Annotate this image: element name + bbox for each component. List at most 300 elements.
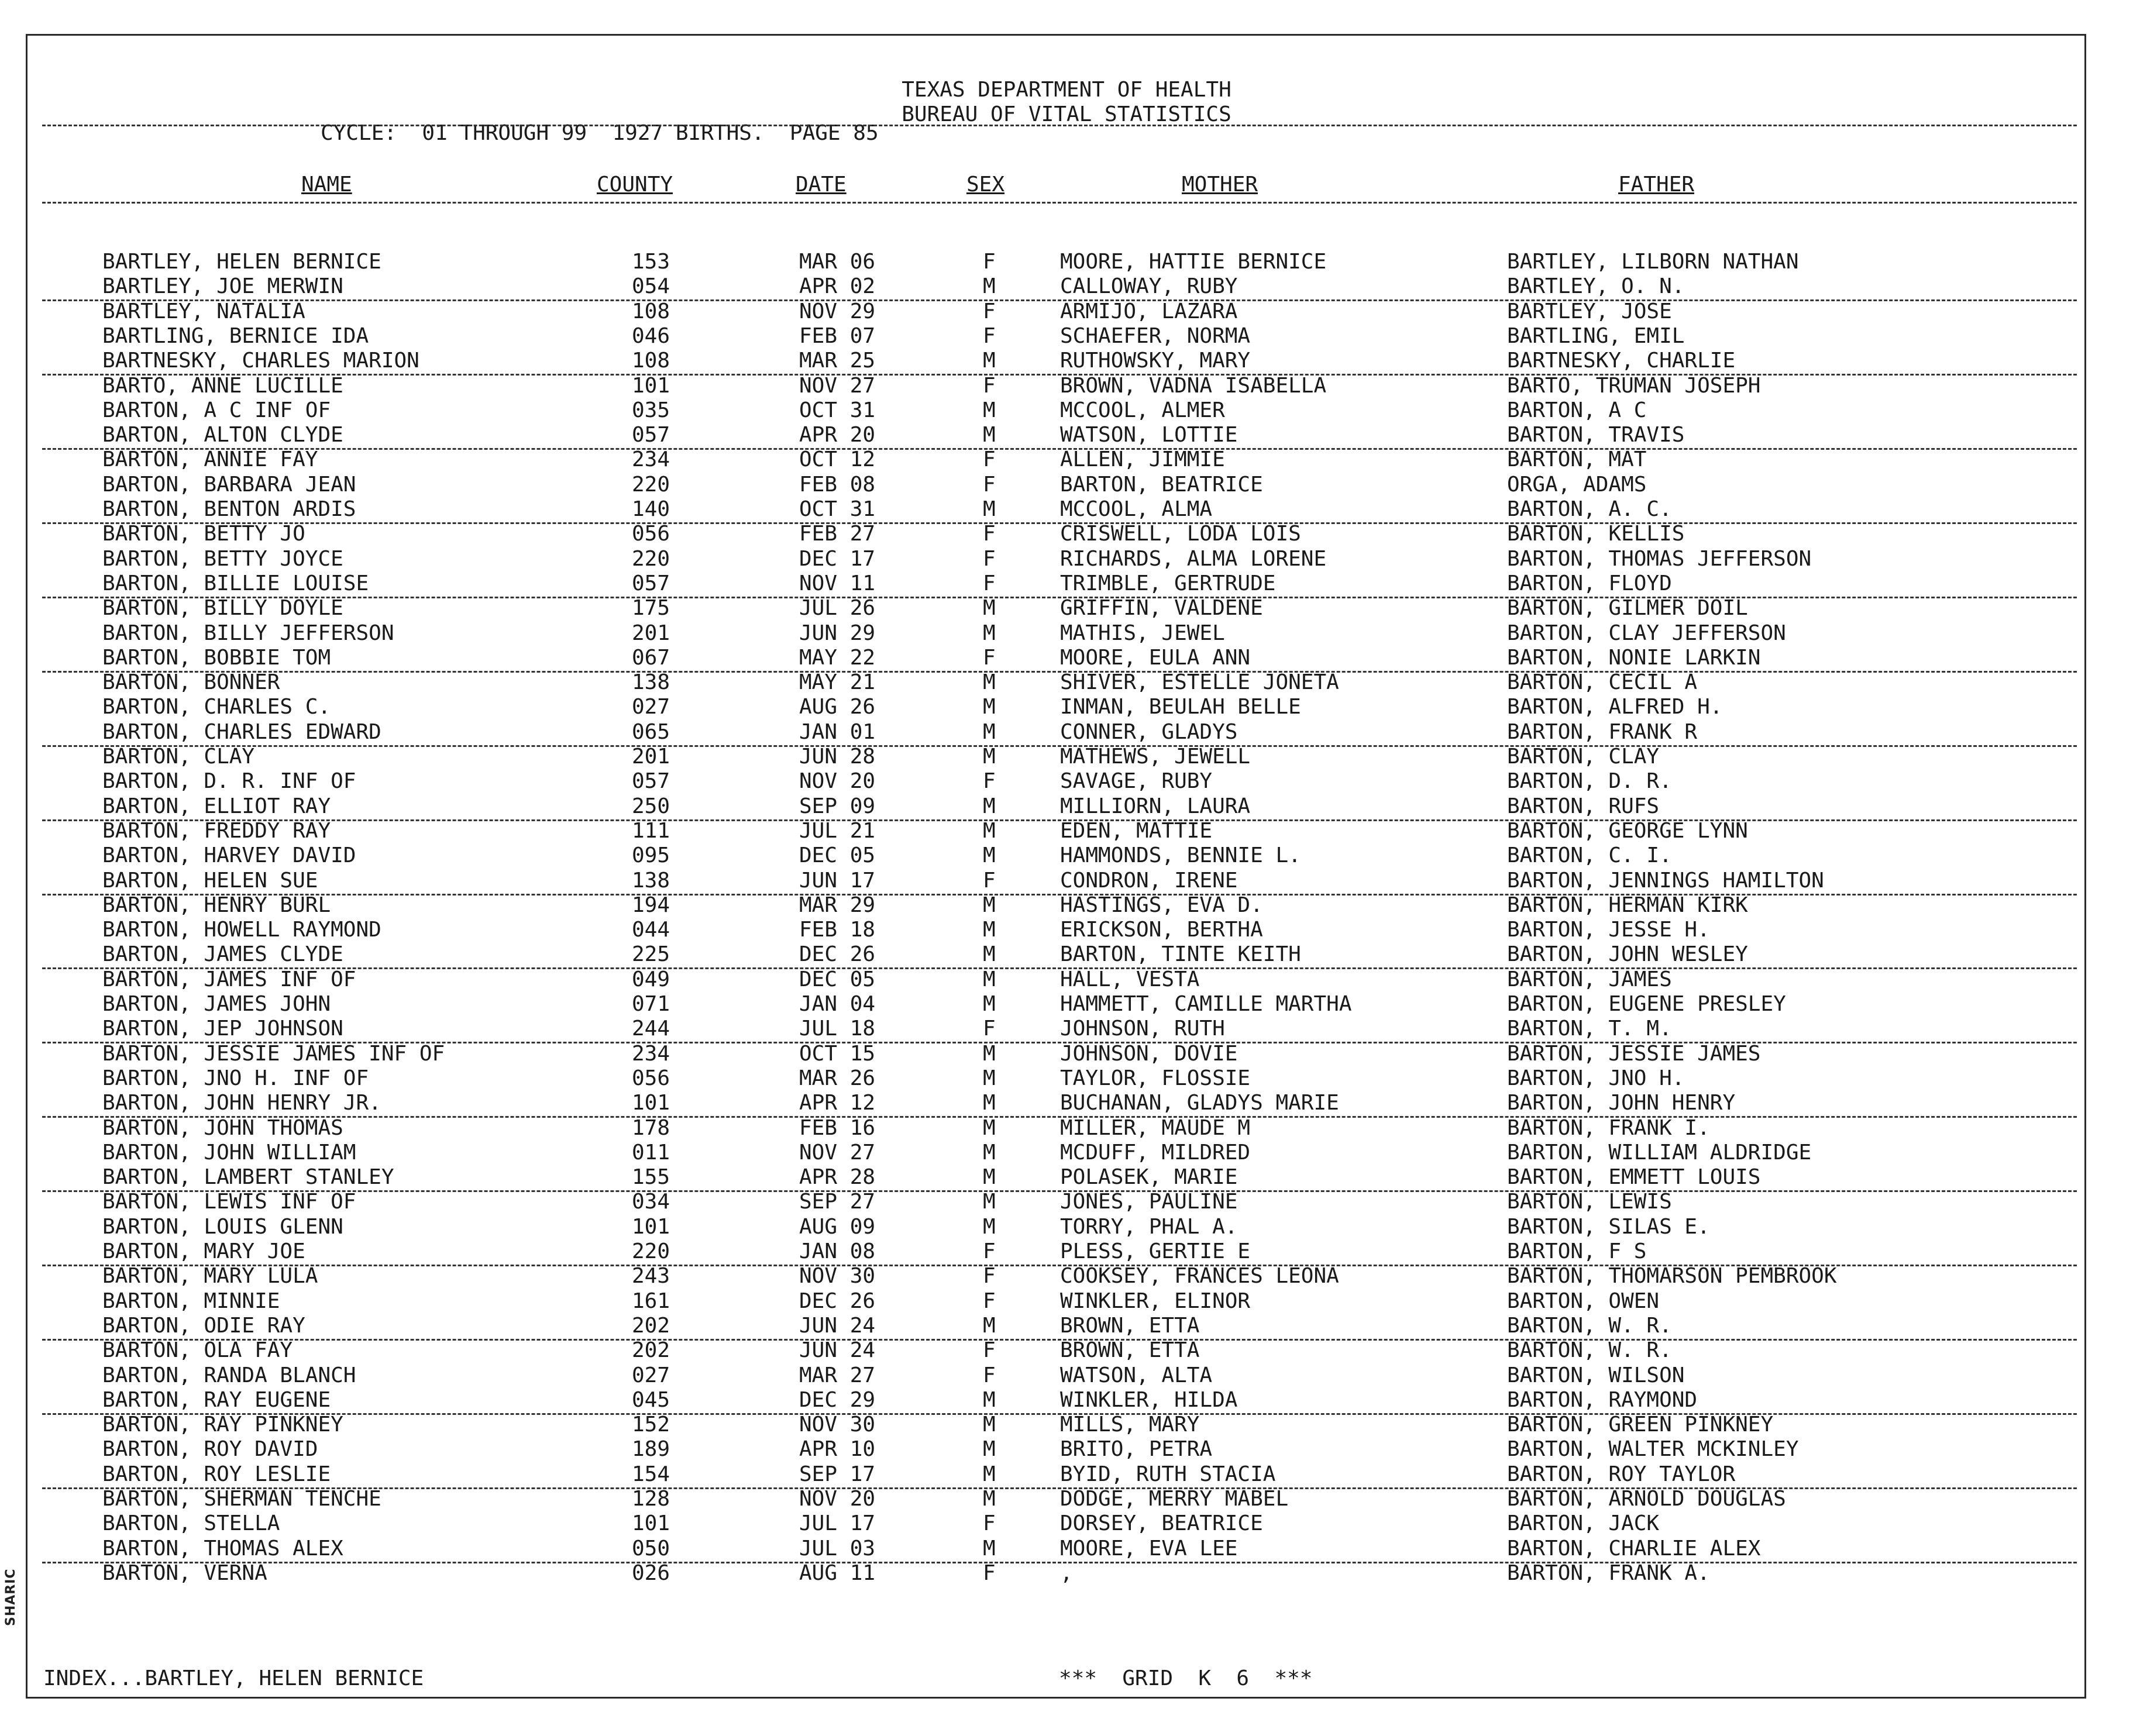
record-sex: M <box>983 1190 996 1214</box>
record-sex: M <box>983 1215 996 1239</box>
record-row <box>0 326 2133 350</box>
record-father: BARTON, JACK <box>1507 1511 1660 1535</box>
record-row <box>0 1489 2133 1513</box>
record-row <box>0 1191 2133 1216</box>
record-row <box>0 1414 2133 1439</box>
record-name: BARTON, BOBBIE TOM <box>102 646 331 670</box>
record-name: BARTON, SHERMAN TENCHE <box>102 1487 381 1511</box>
record-row <box>0 944 2133 969</box>
record-row <box>0 1018 2133 1043</box>
column-header-father: FATHER <box>1618 173 1695 197</box>
record-father: BARTON, JNO H. <box>1507 1066 1685 1090</box>
record-county: 044 <box>632 918 670 942</box>
record-father: BARTON, TRAVIS <box>1507 423 1685 447</box>
record-date: MAY 22 <box>799 646 876 670</box>
record-county: 056 <box>632 1066 670 1090</box>
record-date: AUG 09 <box>799 1215 876 1239</box>
record-father: BARTON, RAYMOND <box>1507 1388 1698 1412</box>
record-mother: TAYLOR, FLOSSIE <box>1060 1066 1251 1090</box>
record-county: 101 <box>632 1215 670 1239</box>
record-county: 027 <box>632 695 670 719</box>
record-date: DEC 26 <box>799 942 876 966</box>
record-father: BARTLEY, JOSE <box>1507 299 1672 323</box>
record-row <box>0 598 2133 622</box>
record-sex: F <box>983 547 996 571</box>
record-name: BARTON, MARY JOE <box>102 1239 305 1263</box>
record-date: NOV 27 <box>799 374 876 398</box>
record-row <box>0 549 2133 573</box>
record-father: BARTON, GILMER DOIL <box>1507 596 1748 620</box>
record-date: JUL 03 <box>799 1537 876 1561</box>
record-sex: M <box>983 992 996 1016</box>
record-county: 128 <box>632 1487 670 1511</box>
record-row <box>0 1315 2133 1340</box>
record-mother: ALLEN, JIMMIE <box>1060 447 1225 471</box>
record-sex: F <box>983 1017 996 1041</box>
record-name: BARTON, ROY LESLIE <box>102 1462 331 1486</box>
record-name: BARTON, CHARLES EDWARD <box>102 720 381 744</box>
record-father: BARTON, FLOYD <box>1507 571 1672 595</box>
record-father: ORGA, ADAMS <box>1507 473 1647 497</box>
record-county: 138 <box>632 670 670 694</box>
record-name: BARTON, LEWIS INF OF <box>102 1190 356 1214</box>
record-date: JUL 21 <box>799 819 876 843</box>
record-father: BARTLEY, O. N. <box>1507 274 1685 298</box>
record-county: 154 <box>632 1462 670 1486</box>
record-father: BARTON, OWEN <box>1507 1289 1660 1313</box>
record-father: BARTON, WILLIAM ALDRIDGE <box>1507 1141 1812 1165</box>
record-father: BARTON, W. R. <box>1507 1314 1672 1338</box>
record-date: NOV 30 <box>799 1264 876 1288</box>
record-county: 202 <box>632 1338 670 1362</box>
record-date: OCT 15 <box>799 1042 876 1066</box>
record-row <box>0 1390 2133 1414</box>
record-row <box>0 1167 2133 1191</box>
record-county: 161 <box>632 1289 670 1313</box>
record-date: JAN 08 <box>799 1239 876 1263</box>
record-sex: F <box>983 1338 996 1362</box>
record-father: BARTON, CLAY JEFFERSON <box>1507 621 1786 645</box>
record-sex: M <box>983 1437 996 1461</box>
record-row <box>0 1439 2133 1463</box>
record-sex: M <box>983 349 996 373</box>
record-name: BARTON, BILLY DOYLE <box>102 596 343 620</box>
record-father: BARTO, TRUMAN JOSEPH <box>1507 374 1761 398</box>
record-row <box>0 1266 2133 1290</box>
record-county: 049 <box>632 967 670 991</box>
record-father: BARTON, ALFRED H. <box>1507 695 1723 719</box>
record-father: BARTON, THOMAS JEFFERSON <box>1507 547 1812 571</box>
record-name: BARTON, JAMES INF OF <box>102 967 356 991</box>
record-name: BARTON, HOWELL RAYMOND <box>102 918 381 942</box>
record-row <box>0 1513 2133 1538</box>
record-date: FEB 07 <box>799 324 876 348</box>
record-county: 202 <box>632 1314 670 1338</box>
record-county: 175 <box>632 596 670 620</box>
column-header-county: COUNTY <box>597 173 673 197</box>
record-father: BARTON, T. M. <box>1507 1017 1672 1041</box>
record-date: NOV 20 <box>799 769 876 793</box>
record-date: OCT 31 <box>799 497 876 521</box>
record-sex: F <box>983 299 996 323</box>
record-row <box>0 376 2133 400</box>
record-mother: MCDUFF, MILDRED <box>1060 1141 1251 1165</box>
record-date: SEP 27 <box>799 1190 876 1214</box>
record-row <box>0 1241 2133 1266</box>
record-sex: M <box>983 967 996 991</box>
column-header-date: DATE <box>796 173 847 197</box>
header-rule-top <box>42 125 2077 126</box>
record-date: MAR 29 <box>799 893 876 917</box>
record-sex: M <box>983 942 996 966</box>
record-row <box>0 771 2133 795</box>
record-mother: MATHEWS, JEWELL <box>1060 745 1251 769</box>
record-row <box>0 895 2133 919</box>
record-row <box>0 1217 2133 1241</box>
record-mother: RUTHOWSKY, MARY <box>1060 349 1251 373</box>
record-mother: ARMIJO, LAZARA <box>1060 299 1238 323</box>
record-county: 138 <box>632 869 670 893</box>
record-row <box>0 1291 2133 1315</box>
record-date: MAY 21 <box>799 670 876 694</box>
record-county: 057 <box>632 769 670 793</box>
record-row <box>0 449 2133 474</box>
record-mother: DORSEY, BEATRICE <box>1060 1511 1263 1535</box>
record-date: AUG 11 <box>799 1561 876 1585</box>
record-mother: MILLIORN, LAURA <box>1060 794 1251 818</box>
record-name: BARTON, ALTON CLYDE <box>102 423 343 447</box>
record-mother: JOHNSON, DOVIE <box>1060 1042 1238 1066</box>
record-date: MAR 06 <box>799 250 876 274</box>
record-name: BARTON, LAMBERT STANLEY <box>102 1165 394 1189</box>
record-date: FEB 27 <box>799 522 876 546</box>
column-header-name: NAME <box>301 173 352 197</box>
record-name: BARTON, LOUIS GLENN <box>102 1215 343 1239</box>
record-name: BARTON, MINNIE <box>102 1289 280 1313</box>
record-father: BARTON, FRANK A. <box>1507 1561 1710 1585</box>
record-sex: F <box>983 324 996 348</box>
record-date: MAR 25 <box>799 349 876 373</box>
record-date: APR 28 <box>799 1165 876 1189</box>
header-subtitle: BUREAU OF VITAL STATISTICS <box>902 102 1231 126</box>
record-date: SEP 09 <box>799 794 876 818</box>
record-father: BARTON, ARNOLD DOUGLAS <box>1507 1487 1786 1511</box>
record-sex: F <box>983 571 996 595</box>
record-row <box>0 994 2133 1018</box>
record-row <box>0 301 2133 326</box>
record-sex: F <box>983 646 996 670</box>
record-county: 152 <box>632 1413 670 1437</box>
record-name: BARTON, JNO H. INF OF <box>102 1066 369 1090</box>
side-label: SHARIC <box>4 1568 18 1626</box>
record-mother: POLASEK, MARIE <box>1060 1165 1238 1189</box>
record-date: NOV 20 <box>799 1487 876 1511</box>
record-name: BARTLEY, HELEN BERNICE <box>102 250 381 274</box>
record-name: BARTON, ROY DAVID <box>102 1437 318 1461</box>
record-father: BARTON, THOMARSON PEMBROOK <box>1507 1264 1837 1288</box>
record-row <box>0 400 2133 425</box>
record-sex: M <box>983 1165 996 1189</box>
record-sex: M <box>983 596 996 620</box>
record-county: 153 <box>632 250 670 274</box>
record-sex: M <box>983 497 996 521</box>
record-row <box>0 573 2133 598</box>
record-father: BARTON, SILAS E. <box>1507 1215 1710 1239</box>
record-sex: M <box>983 423 996 447</box>
footer-grid: *** GRID K 6 *** <box>1059 1666 1313 1690</box>
record-name: BARTO, ANNE LUCILLE <box>102 374 343 398</box>
record-name: BARTON, VERNA <box>102 1561 267 1585</box>
record-date: MAR 26 <box>799 1066 876 1090</box>
record-date: FEB 18 <box>799 918 876 942</box>
record-date: DEC 05 <box>799 967 876 991</box>
record-name: BARTON, RANDA BLANCH <box>102 1363 356 1387</box>
record-sex: M <box>983 1487 996 1511</box>
record-date: DEC 26 <box>799 1289 876 1313</box>
record-father: BARTLING, EMIL <box>1507 324 1685 348</box>
record-name: BARTLEY, JOE MERWIN <box>102 274 343 298</box>
record-date: FEB 16 <box>799 1116 876 1140</box>
cycle-info: CYCLE: 01 THROUGH 99 1927 BIRTHS. PAGE 85 <box>321 121 879 145</box>
record-father: BARTON, JAMES <box>1507 967 1672 991</box>
record-sex: F <box>983 1511 996 1535</box>
record-sex: M <box>983 1066 996 1090</box>
record-county: 108 <box>632 349 670 373</box>
record-father: BARTON, W. R. <box>1507 1338 1672 1362</box>
record-row <box>0 474 2133 499</box>
record-county: 095 <box>632 843 670 867</box>
record-row <box>0 1142 2133 1167</box>
record-mother: BYID, RUTH STACIA <box>1060 1462 1276 1486</box>
record-mother: RICHARDS, ALMA LORENE <box>1060 547 1327 571</box>
record-county: 220 <box>632 547 670 571</box>
record-father: BARTON, JENNINGS HAMILTON <box>1507 869 1824 893</box>
record-sex: F <box>983 1289 996 1313</box>
record-sex: M <box>983 1388 996 1412</box>
record-mother: CALLOWAY, RUBY <box>1060 274 1238 298</box>
record-row <box>0 1340 2133 1365</box>
record-county: 189 <box>632 1437 670 1461</box>
record-row <box>0 969 2133 994</box>
record-father: BARTON, WALTER MCKINLEY <box>1507 1437 1799 1461</box>
record-name: BARTNESKY, CHARLES MARION <box>102 349 419 373</box>
record-name: BARTON, FREDDY RAY <box>102 819 331 843</box>
record-row <box>0 350 2133 375</box>
record-sex: F <box>983 1239 996 1263</box>
record-county: 027 <box>632 1363 670 1387</box>
record-name: BARTON, JOHN HENRY JR. <box>102 1091 381 1115</box>
record-father: BARTON, EMMETT LOUIS <box>1507 1165 1761 1189</box>
record-date: JUL 17 <box>799 1511 876 1535</box>
record-father: BARTON, RUFS <box>1507 794 1660 818</box>
record-county: 201 <box>632 621 670 645</box>
record-date: JUL 18 <box>799 1017 876 1041</box>
record-county: 194 <box>632 893 670 917</box>
record-county: 225 <box>632 942 670 966</box>
record-date: APR 10 <box>799 1437 876 1461</box>
record-name: BARTON, STELLA <box>102 1511 280 1535</box>
record-name: BARTON, JOHN WILLIAM <box>102 1141 356 1165</box>
record-county: 050 <box>632 1537 670 1561</box>
record-sex: M <box>983 695 996 719</box>
record-row <box>0 796 2133 821</box>
record-county: 250 <box>632 794 670 818</box>
record-mother: MOORE, HATTIE BERNICE <box>1060 250 1327 274</box>
record-date: DEC 17 <box>799 547 876 571</box>
record-sex: M <box>983 670 996 694</box>
record-sex: F <box>983 473 996 497</box>
record-sex: F <box>983 1363 996 1387</box>
record-sex: M <box>983 1141 996 1165</box>
record-mother: BARTON, BEATRICE <box>1060 473 1263 497</box>
record-row <box>0 672 2133 697</box>
record-father: BARTON, ROY TAYLOR <box>1507 1462 1736 1486</box>
record-county: 244 <box>632 1017 670 1041</box>
record-mother: TRIMBLE, GERTRUDE <box>1060 571 1276 595</box>
record-sex: M <box>983 1091 996 1115</box>
record-row <box>0 746 2133 771</box>
record-father: BARTON, GEORGE LYNN <box>1507 819 1748 843</box>
record-name: BARTON, JESSIE JAMES INF OF <box>102 1042 445 1066</box>
record-mother: TORRY, PHAL A. <box>1060 1215 1238 1239</box>
record-name: BARTON, JEP JOHNSON <box>102 1017 343 1041</box>
record-name: BARTON, BENTON ARDIS <box>102 497 356 521</box>
record-name: BARTON, CHARLES C. <box>102 695 331 719</box>
record-date: DEC 29 <box>799 1388 876 1412</box>
record-mother: BROWN, ETTA <box>1060 1314 1200 1338</box>
record-row <box>0 499 2133 523</box>
record-row <box>0 1043 2133 1068</box>
record-date: MAR 27 <box>799 1363 876 1387</box>
record-date: JAN 01 <box>799 720 876 744</box>
record-county: 220 <box>632 1239 670 1263</box>
record-father: BARTON, A. C. <box>1507 497 1672 521</box>
record-date: JUL 26 <box>799 596 876 620</box>
record-mother: MILLER, MAUDE M <box>1060 1116 1251 1140</box>
record-row <box>0 523 2133 548</box>
record-name: BARTON, JAMES JOHN <box>102 992 331 1016</box>
record-date: JAN 04 <box>799 992 876 1016</box>
record-mother: HAMMONDS, BENNIE L. <box>1060 843 1301 867</box>
record-mother: CONNER, GLADYS <box>1060 720 1238 744</box>
record-mother: BUCHANAN, GLADYS MARIE <box>1060 1091 1339 1115</box>
record-county: 220 <box>632 473 670 497</box>
record-father: BARTON, C. I. <box>1507 843 1672 867</box>
record-county: 243 <box>632 1264 670 1288</box>
record-father: BARTON, JOHN HENRY <box>1507 1091 1736 1115</box>
record-sex: M <box>983 274 996 298</box>
record-row <box>0 425 2133 449</box>
record-mother: BROWN, ETTA <box>1060 1338 1200 1362</box>
record-sex: M <box>983 720 996 744</box>
record-father: BARTON, FRANK R <box>1507 720 1698 744</box>
record-name: BARTON, BETTY JOYCE <box>102 547 343 571</box>
record-father: BARTON, F S <box>1507 1239 1647 1263</box>
record-mother: MOORE, EVA LEE <box>1060 1537 1238 1561</box>
record-row <box>0 1538 2133 1563</box>
record-row <box>0 1118 2133 1142</box>
footer-index: INDEX...BARTLEY, HELEN BERNICE <box>43 1666 424 1690</box>
record-father: BARTON, A C <box>1507 398 1647 422</box>
record-father: BARTNESKY, CHARLIE <box>1507 349 1736 373</box>
record-name: BARTON, BETTY JO <box>102 522 305 546</box>
record-row <box>0 623 2133 647</box>
record-sex: F <box>983 869 996 893</box>
record-row <box>0 821 2133 845</box>
record-name: BARTLEY, NATALIA <box>102 299 305 323</box>
record-county: 026 <box>632 1561 670 1585</box>
record-row <box>0 870 2133 895</box>
record-name: BARTON, THOMAS ALEX <box>102 1537 343 1561</box>
record-name: BARTON, RAY EUGENE <box>102 1388 331 1412</box>
record-mother: PLESS, GERTIE E <box>1060 1239 1251 1263</box>
record-father: BARTON, D. R. <box>1507 769 1672 793</box>
record-mother: MOORE, EULA ANN <box>1060 646 1251 670</box>
record-date: NOV 30 <box>799 1413 876 1437</box>
record-mother: CONDRON, IRENE <box>1060 869 1238 893</box>
record-father: BARTON, HERMAN KIRK <box>1507 893 1748 917</box>
record-date: APR 12 <box>799 1091 876 1115</box>
record-father: BARTON, WILSON <box>1507 1363 1685 1387</box>
record-father: BARTON, NONIE LARKIN <box>1507 646 1761 670</box>
record-county: 035 <box>632 398 670 422</box>
record-mother: JOHNSON, RUTH <box>1060 1017 1225 1041</box>
record-mother: HALL, VESTA <box>1060 967 1200 991</box>
record-date: AUG 26 <box>799 695 876 719</box>
record-mother: MATHIS, JEWEL <box>1060 621 1225 645</box>
record-county: 045 <box>632 1388 670 1412</box>
column-header-rule <box>42 202 2077 204</box>
record-date: JUN 28 <box>799 745 876 769</box>
record-mother: EDEN, MATTIE <box>1060 819 1213 843</box>
record-mother: INMAN, BEULAH BELLE <box>1060 695 1301 719</box>
record-date: APR 20 <box>799 423 876 447</box>
record-county: 201 <box>632 745 670 769</box>
record-name: BARTON, CLAY <box>102 745 255 769</box>
record-mother: WATSON, ALTA <box>1060 1363 1213 1387</box>
record-father: BARTLEY, LILBORN NATHAN <box>1507 250 1799 274</box>
record-name: BARTON, MARY LULA <box>102 1264 318 1288</box>
record-father: BARTON, CECIL A <box>1507 670 1698 694</box>
record-row <box>0 919 2133 944</box>
record-sex: F <box>983 374 996 398</box>
record-sex: M <box>983 1314 996 1338</box>
record-mother: MCCOOL, ALMA <box>1060 497 1213 521</box>
record-father: BARTON, FRANK I. <box>1507 1116 1710 1140</box>
record-sex: M <box>983 1042 996 1066</box>
record-mother: WATSON, LOTTIE <box>1060 423 1238 447</box>
record-date: FEB 08 <box>799 473 876 497</box>
record-mother: , <box>1060 1561 1073 1585</box>
record-name: BARTON, BONNER <box>102 670 280 694</box>
record-county: 101 <box>632 1091 670 1115</box>
record-mother: BRITO, PETRA <box>1060 1437 1213 1461</box>
record-name: BARTON, HENRY BURL <box>102 893 331 917</box>
record-name: BARTLING, BERNICE IDA <box>102 324 369 348</box>
record-county: 034 <box>632 1190 670 1214</box>
record-mother: SCHAEFER, NORMA <box>1060 324 1251 348</box>
record-county: 234 <box>632 1042 670 1066</box>
record-name: BARTON, D. R. INF OF <box>102 769 356 793</box>
record-father: BARTON, MAT <box>1507 447 1647 471</box>
record-sex: F <box>983 447 996 471</box>
record-date: NOV 27 <box>799 1141 876 1165</box>
record-mother: SHIVER, ESTELLE JONETA <box>1060 670 1339 694</box>
record-county: 108 <box>632 299 670 323</box>
record-county: 234 <box>632 447 670 471</box>
record-mother: SAVAGE, RUBY <box>1060 769 1213 793</box>
record-sex: M <box>983 819 996 843</box>
